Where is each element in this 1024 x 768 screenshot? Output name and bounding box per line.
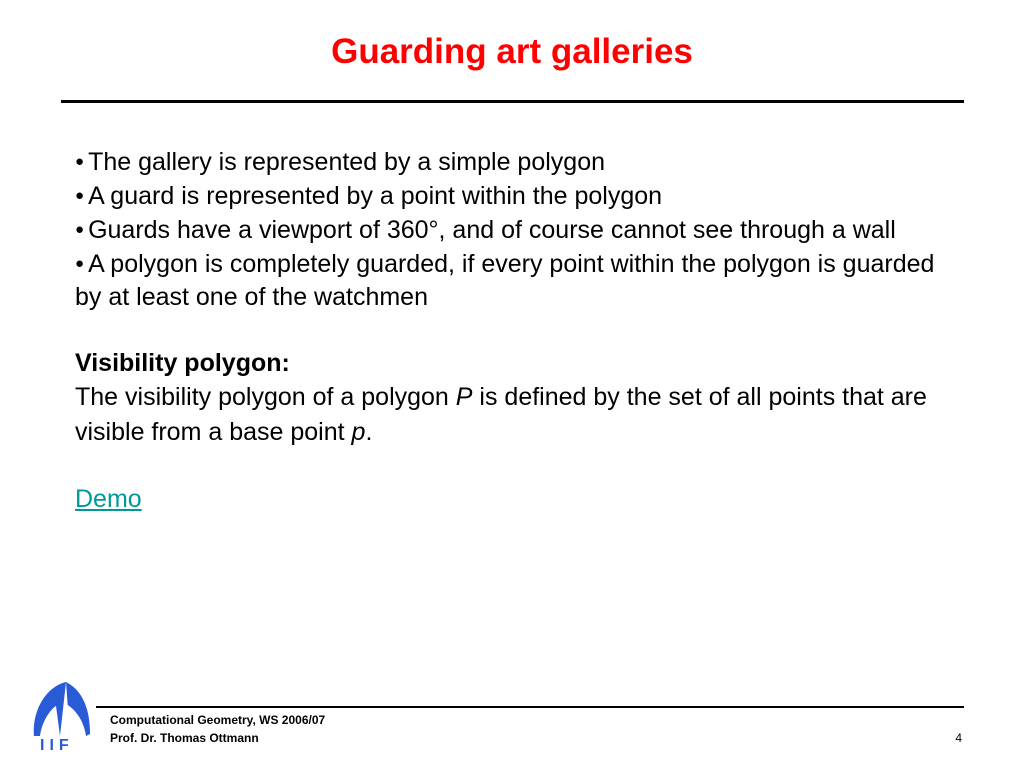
- bullet-text: A guard is represented by a point within the polygon: [88, 182, 663, 210]
- definition-text: is defined by the set of all points that are visible from a base point: [75, 383, 927, 446]
- bullet-item: [75, 145, 965, 179]
- definition-text: The visibility polygon of a polygon: [75, 383, 456, 411]
- bullet-dot-icon: ●: [75, 187, 85, 204]
- bullet-item: [75, 213, 965, 247]
- bullet-dot-icon: ●: [75, 255, 85, 272]
- footer-author: Prof. Dr. Thomas Ottmann: [110, 731, 259, 745]
- footer-divider: [96, 706, 964, 708]
- definition-text: .: [365, 418, 373, 446]
- demo-paragraph: [75, 483, 965, 516]
- variable-p: p: [351, 418, 366, 446]
- page-number: 4: [955, 731, 962, 745]
- slide-title: Guarding art galleries: [331, 32, 693, 71]
- bullet-text: A polygon is completely guarded, if every point within the polygon is guarded by at least one of the watchmen: [75, 250, 935, 311]
- spacer: [75, 450, 965, 483]
- bullet-dot-icon: ●: [75, 153, 85, 170]
- footer-course: Computational Geometry, WS 2006/07: [110, 713, 326, 727]
- bullet-item: [75, 179, 965, 213]
- variable-P: P: [455, 383, 473, 411]
- title-divider: [61, 100, 964, 103]
- visibility-definition: [75, 380, 965, 450]
- demo-link[interactable]: Demo: [75, 485, 142, 513]
- visibility-heading: Visibility polygon:: [75, 349, 290, 377]
- bullet-text: The gallery is represented by a simple polygon: [88, 148, 606, 176]
- bullet-dot-icon: ●: [75, 221, 85, 238]
- slide-content: [75, 145, 965, 516]
- spacer: [75, 314, 965, 347]
- logo-text: IIF: [40, 737, 74, 754]
- bullet-text: Guards have a viewport of 360°, and of course cannot see through a wall: [88, 216, 896, 244]
- bullet-item: [75, 247, 965, 314]
